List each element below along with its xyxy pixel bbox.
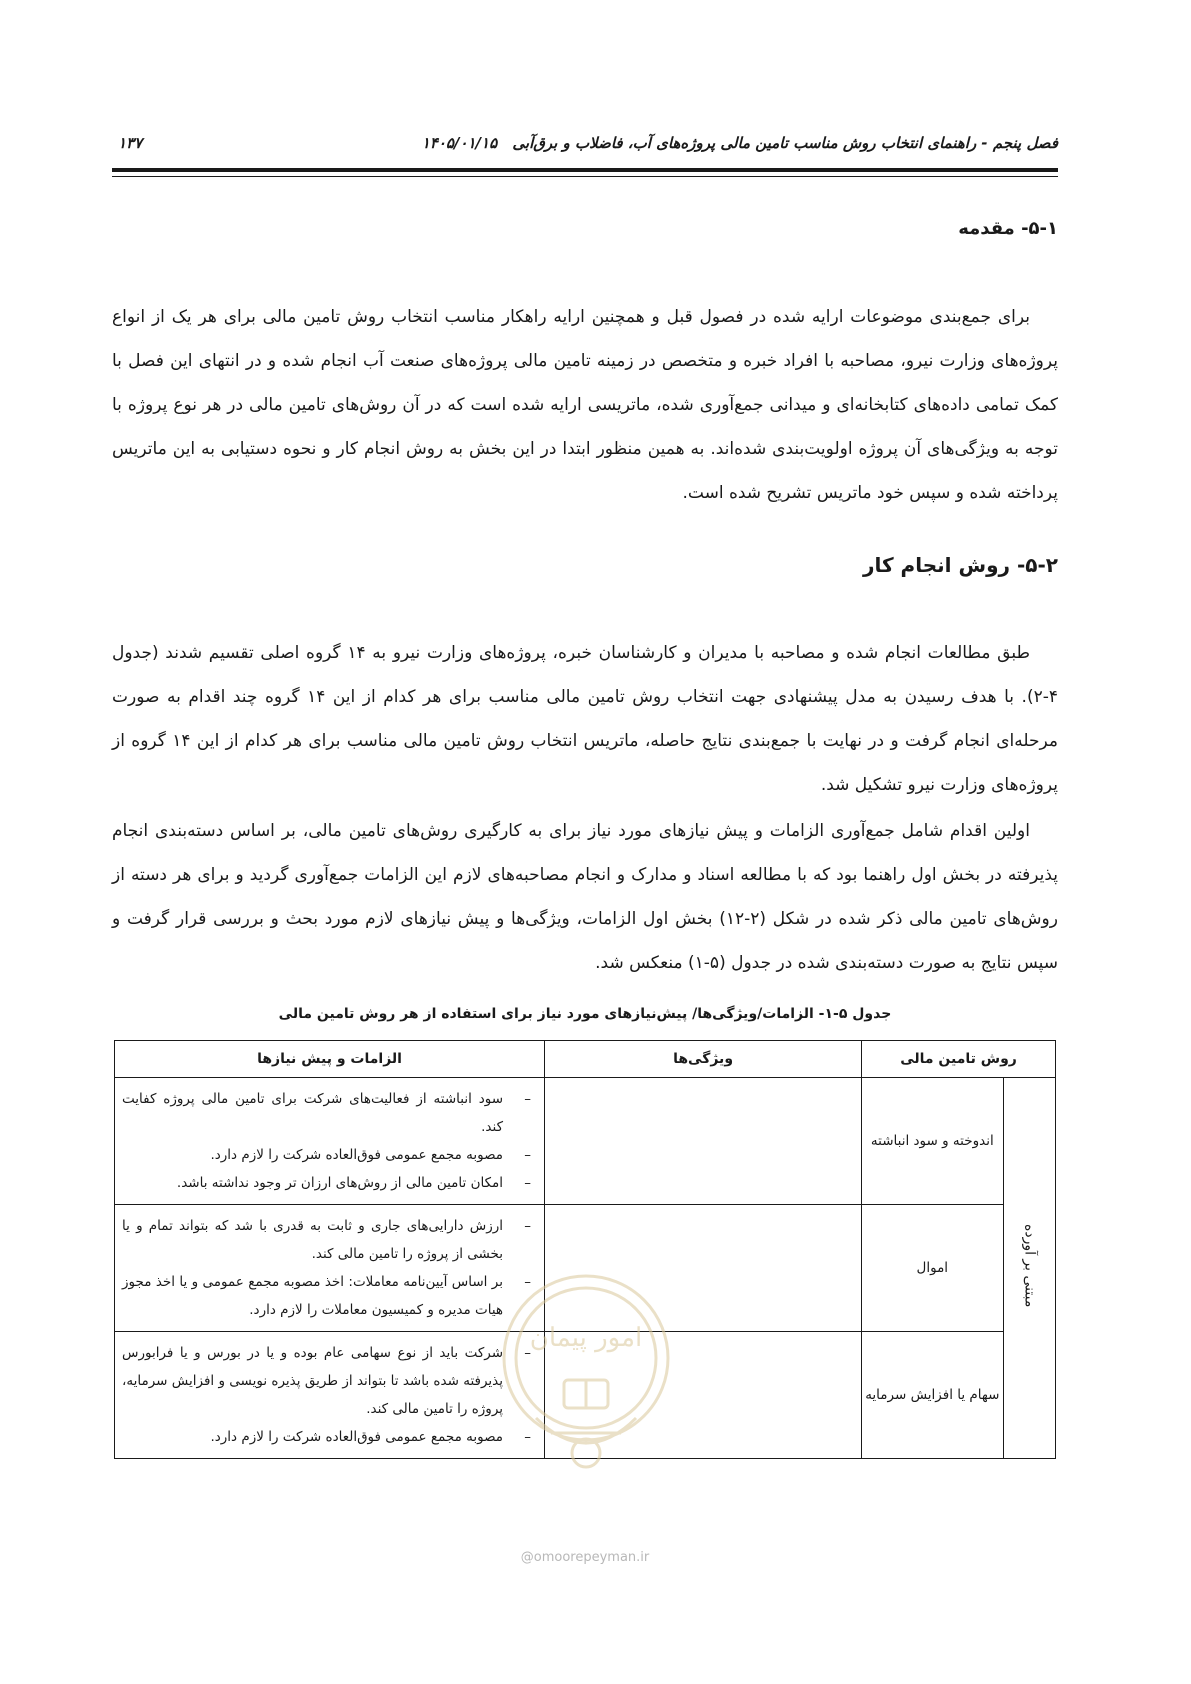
watermark-logo-text: امور پیمان bbox=[529, 1323, 643, 1353]
requirements-cell bbox=[115, 1205, 545, 1332]
header-method: روش تامین مالی bbox=[862, 1041, 1056, 1078]
requirement-item: – مصوبه مجمع عمومی فوق‌العاده شرکت را لازم دارد. bbox=[122, 1423, 535, 1451]
section-heading-method: ۵-۲- روش انجام کار bbox=[862, 553, 1058, 577]
header-title bbox=[422, 134, 1058, 152]
header-features: ویژگی‌ها bbox=[545, 1041, 862, 1078]
requirements-list bbox=[116, 1079, 543, 1203]
chapter-title: فصل پنجم - راهنمای انتخاب روش مناسب تامین مالی پروژه‌های آب، فاضلاب و برق‌آبی bbox=[512, 134, 1058, 152]
group-label: مبتنی بر آورده bbox=[1021, 1224, 1038, 1308]
requirements-cell bbox=[115, 1078, 545, 1205]
requirements-list bbox=[116, 1333, 543, 1457]
header-date: ۱۴۰۵/۰۱/۱۵ bbox=[421, 134, 498, 152]
paragraph-method-2: اولین اقدام شامل جمع‌آوری الزامات و پیش نیازهای مورد نیاز برای به کارگیری روش‌های تامین مالی، بر اساس دسته‌بندی انجام پذیرفته در بخش اول راهنما بود که با مطالعه اسناد و مدارک و انجام مصاحبه‌های لازم این الزامات جمع‌آوری گردید و برای هر دسته از روش‌های تامین مالی ذکر شده در شکل (۲-۱۲) بخش اول الزامات، ویژگی‌ها و پیش نیازهای لازم مورد بحث و بررسی قرار گرفت و سپس نتایج به صورت دسته‌بندی شده در جدول (۵-۱) منعکس شد. bbox=[112, 821, 1058, 973]
requirement-item: – امکان تامین مالی از روش‌های ارزان تر وجود نداشته باشد. bbox=[122, 1169, 535, 1197]
watermark-logo bbox=[496, 1268, 676, 1498]
section-heading-introduction: ۵-۱- مقدمه bbox=[958, 218, 1058, 239]
group-cell bbox=[1003, 1078, 1055, 1459]
features-cell bbox=[545, 1078, 862, 1205]
header-rule-thin bbox=[112, 176, 1058, 177]
table-caption: جدول ۵-۱- الزامات/ویژگی‌ها/ پیش‌نیازهای مورد نیاز برای استفاده از هر روش تامین مالی bbox=[278, 1006, 892, 1022]
requirement-item: – سود انباشته از فعالیت‌های شرکت برای تامین مالی پروژه کفایت کند. bbox=[122, 1085, 535, 1141]
header-rule-thick bbox=[112, 168, 1058, 172]
method-cell: سهام یا افزایش سرمایه bbox=[862, 1332, 1004, 1459]
page-header bbox=[112, 128, 1058, 164]
watermark-handle: @omoorepeyman.ir bbox=[520, 1550, 650, 1565]
requirement-item: – بر اساس آیین‌نامه معاملات: اخذ مصوبه مجمع عمومی و یا اخذ مجوز هیات مدیره و کمیسیون معاملات را لازم دارد. bbox=[122, 1268, 535, 1324]
header-requirements: الزامات و پیش نیازها bbox=[115, 1041, 545, 1078]
requirements-list bbox=[116, 1206, 543, 1330]
method-cell: اموال bbox=[862, 1205, 1004, 1332]
paragraph-method-1: طبق مطالعات انجام شده و مصاحبه با مدیران و کارشناسان خبره، پروژه‌های وزارت نیرو به ۱۴ گروه اصلی تقسیم شدند (جدول ۴-۲). با هدف رسیدن به مدل پیشنهادی جهت انتخاب روش تامین مالی مناسب برای هر کدام از این ۱۴ گروه چند اقدام به صورت مرحله‌ای انجام گرفت و در نهایت با جمع‌بندی نتایج حاصله، ماتریس انتخاب روش تامین مالی مناسب برای هر کدام از این ۱۴ گروه از پروژه‌های وزارت نیرو تشکیل شد. bbox=[112, 643, 1059, 795]
page-number: ۱۳۷ bbox=[118, 134, 143, 152]
requirement-item: – ارزش دارایی‌های جاری و ثابت به قدری با شد که بتواند تمام و یا بخشی از پروژه را تامین مالی کند. bbox=[122, 1212, 535, 1268]
requirement-item: – مصوبه مجمع عمومی فوق‌العاده شرکت را لازم دارد. bbox=[122, 1141, 535, 1169]
table-header-row bbox=[115, 1041, 1056, 1078]
requirements-cell bbox=[115, 1332, 545, 1459]
method-cell: اندوخته و سود انباشته bbox=[862, 1078, 1004, 1205]
paragraph-introduction: برای جمع‌بندی موضوعات ارایه شده در فصول قبل و همچنین ارایه راهکار مناسب انتخاب روش تامین مالی برای هر یک از انواع پروژه‌های وزارت نیرو، مصاحبه با افراد خبره و متخصص در زمینه تامین مالی پروژه‌های صنعت آب انجام شده و در انتهای این فصل با کمک تمامی داده‌های کتابخانه‌ای و میدانی جمع‌آوری شده، ماتریسی ارایه شده است که در آن روش‌های تامین مالی در هر نوع پروژه با توجه به ویژگی‌های آن پروژه اولویت‌بندی شده‌اند. به همین منظور ابتدا در این بخش به روش انجام کار و نحوه دستیابی به این ماتریس پرداخته شده و سپس خود ماتریس تشریح شده است. bbox=[112, 307, 1058, 503]
table-row bbox=[115, 1078, 1056, 1205]
requirement-item: – شرکت باید از نوع سهامی عام بوده و یا در بورس و یا فرابورس پذیرفته شده باشد تا بتواند از طریق پذیره نویسی و افزایش سرمایه، پروژه را تامین مالی کند. bbox=[122, 1339, 535, 1423]
